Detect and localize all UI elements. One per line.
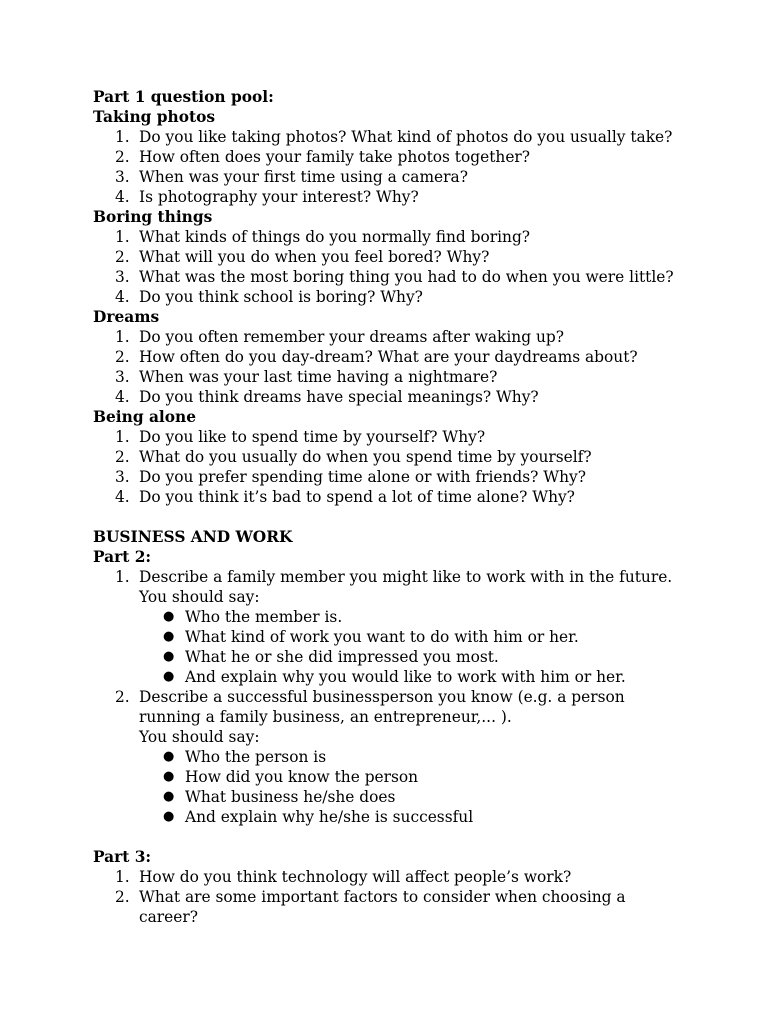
spacer [93, 507, 713, 527]
list-item: 4. Do you think dreams have special meanings? Why? [93, 387, 713, 407]
list-item: 4. Is photography your interest? Why? [93, 187, 713, 207]
question-text: Is photography your interest? Why? [139, 188, 419, 206]
item-number: 1. [115, 568, 130, 586]
list-item: 1. Do you like to spend time by yourself? Why? [93, 427, 713, 447]
question-text: Do you think school is boring? Why? [139, 288, 423, 306]
bullet-item: ● And explain why you would like to work with him or her. [163, 668, 626, 686]
question-text: Do you prefer spending time alone or with friends? Why? [139, 468, 586, 486]
question-text: How often does your family take photos together? [139, 148, 531, 166]
bullet-dot-icon: ● [163, 649, 175, 664]
topic-heading: BUSINESS AND WORK [93, 528, 293, 546]
list-item: 2. What do you usually do when you spend time by yourself? [93, 447, 713, 467]
section-heading-being-alone: Being alone [93, 408, 197, 426]
part3-item-2 [93, 887, 713, 927]
question-text: What was the most boring thing you had to do when you were little? [139, 268, 674, 286]
bullet-item: ● Who the person is [163, 748, 327, 766]
question-text: Do you think it’s bad to spend a lot of time alone? Why? [139, 488, 575, 506]
bullet-dot-icon: ● [163, 609, 175, 624]
part1-title: Part 1 question pool: [93, 88, 274, 106]
item-number: 2. [115, 888, 130, 906]
question-text: Do you like to spend time by yourself? Why? [139, 428, 486, 446]
part3-title: Part 3: [93, 848, 152, 866]
part2-item-1 [93, 567, 713, 607]
item-text: Describe a successful businessperson you know (e.g. a person [139, 688, 625, 706]
should-say-text: You should say: [139, 588, 260, 606]
question-text: How often do you day-dream? What are your daydreams about? [139, 348, 638, 366]
item-text: How do you think technology will affect people’s work? [139, 868, 572, 886]
bullet-item: ● What he or she did impressed you most. [163, 648, 499, 666]
question-text: What will you do when you feel bored? Why? [139, 248, 490, 266]
list-item: 3. Do you prefer spending time alone or with friends? Why? [93, 467, 713, 487]
bullet-dot-icon: ● [163, 749, 175, 764]
bullet-item: ● And explain why he/she is successful [163, 808, 474, 826]
item-text: running a family business, an entrepreneur,... ). [139, 708, 512, 726]
list-item: 4. Do you think school is boring? Why? [93, 287, 713, 307]
bullet-item: ● What business he/she does [163, 788, 396, 806]
bullet-dot-icon: ● [163, 669, 175, 684]
bullet-dot-icon: ● [163, 769, 175, 784]
list-item: 2. What will you do when you feel bored? Why? [93, 247, 713, 267]
section-heading-taking-photos: Taking photos [93, 108, 216, 126]
section-heading-boring-things: Boring things [93, 208, 213, 226]
question-text: What kinds of things do you normally find boring? [139, 228, 531, 246]
item-number: 2. [115, 688, 130, 706]
item-text: What are some important factors to consider when choosing a [139, 888, 626, 906]
spacer [93, 827, 713, 847]
part2-item-2 [93, 687, 713, 747]
question-text: Do you often remember your dreams after waking up? [139, 328, 564, 346]
list-item: 4. Do you think it’s bad to spend a lot of time alone? Why? [93, 487, 713, 507]
question-text: Do you like taking photos? What kind of photos do you usually take? [139, 128, 673, 146]
question-text: What do you usually do when you spend time by yourself? [139, 448, 592, 466]
section-heading-dreams: Dreams [93, 308, 160, 326]
list-item: 3. When was your last time having a nightmare? [93, 367, 713, 387]
list-item: 1. Do you like taking photos? What kind of photos do you usually take? [93, 127, 713, 147]
part2-title: Part 2: [93, 548, 152, 566]
list-item: 2. How often does your family take photos together? [93, 147, 713, 167]
bullet-item: ● What kind of work you want to do with him or her. [163, 628, 579, 646]
bullet-item: ● Who the member is. [163, 608, 343, 626]
list-item: 1. What kinds of things do you normally find boring? [93, 227, 713, 247]
list-item: 3. What was the most boring thing you had to do when you were little? [93, 267, 713, 287]
question-text: When was your last time having a nightmare? [139, 368, 498, 386]
list-item: 3. When was your first time using a camera? [93, 167, 713, 187]
bullet-dot-icon: ● [163, 809, 175, 824]
bullet-dot-icon: ● [163, 789, 175, 804]
item-text: career? [139, 908, 198, 926]
item-number: 1. [115, 868, 130, 886]
bullet-dot-icon: ● [163, 629, 175, 644]
question-text: Do you think dreams have special meanings? Why? [139, 388, 539, 406]
part3-item-1 [93, 867, 713, 887]
document-page [93, 87, 713, 927]
should-say-text: You should say: [139, 728, 260, 746]
list-item: 2. How often do you day-dream? What are your daydreams about? [93, 347, 713, 367]
list-item: 1. Do you often remember your dreams after waking up? [93, 327, 713, 347]
question-text: When was your first time using a camera? [139, 168, 468, 186]
bullet-item: ● How did you know the person [163, 768, 419, 786]
item-text: Describe a family member you might like to work with in the future. [139, 568, 673, 586]
